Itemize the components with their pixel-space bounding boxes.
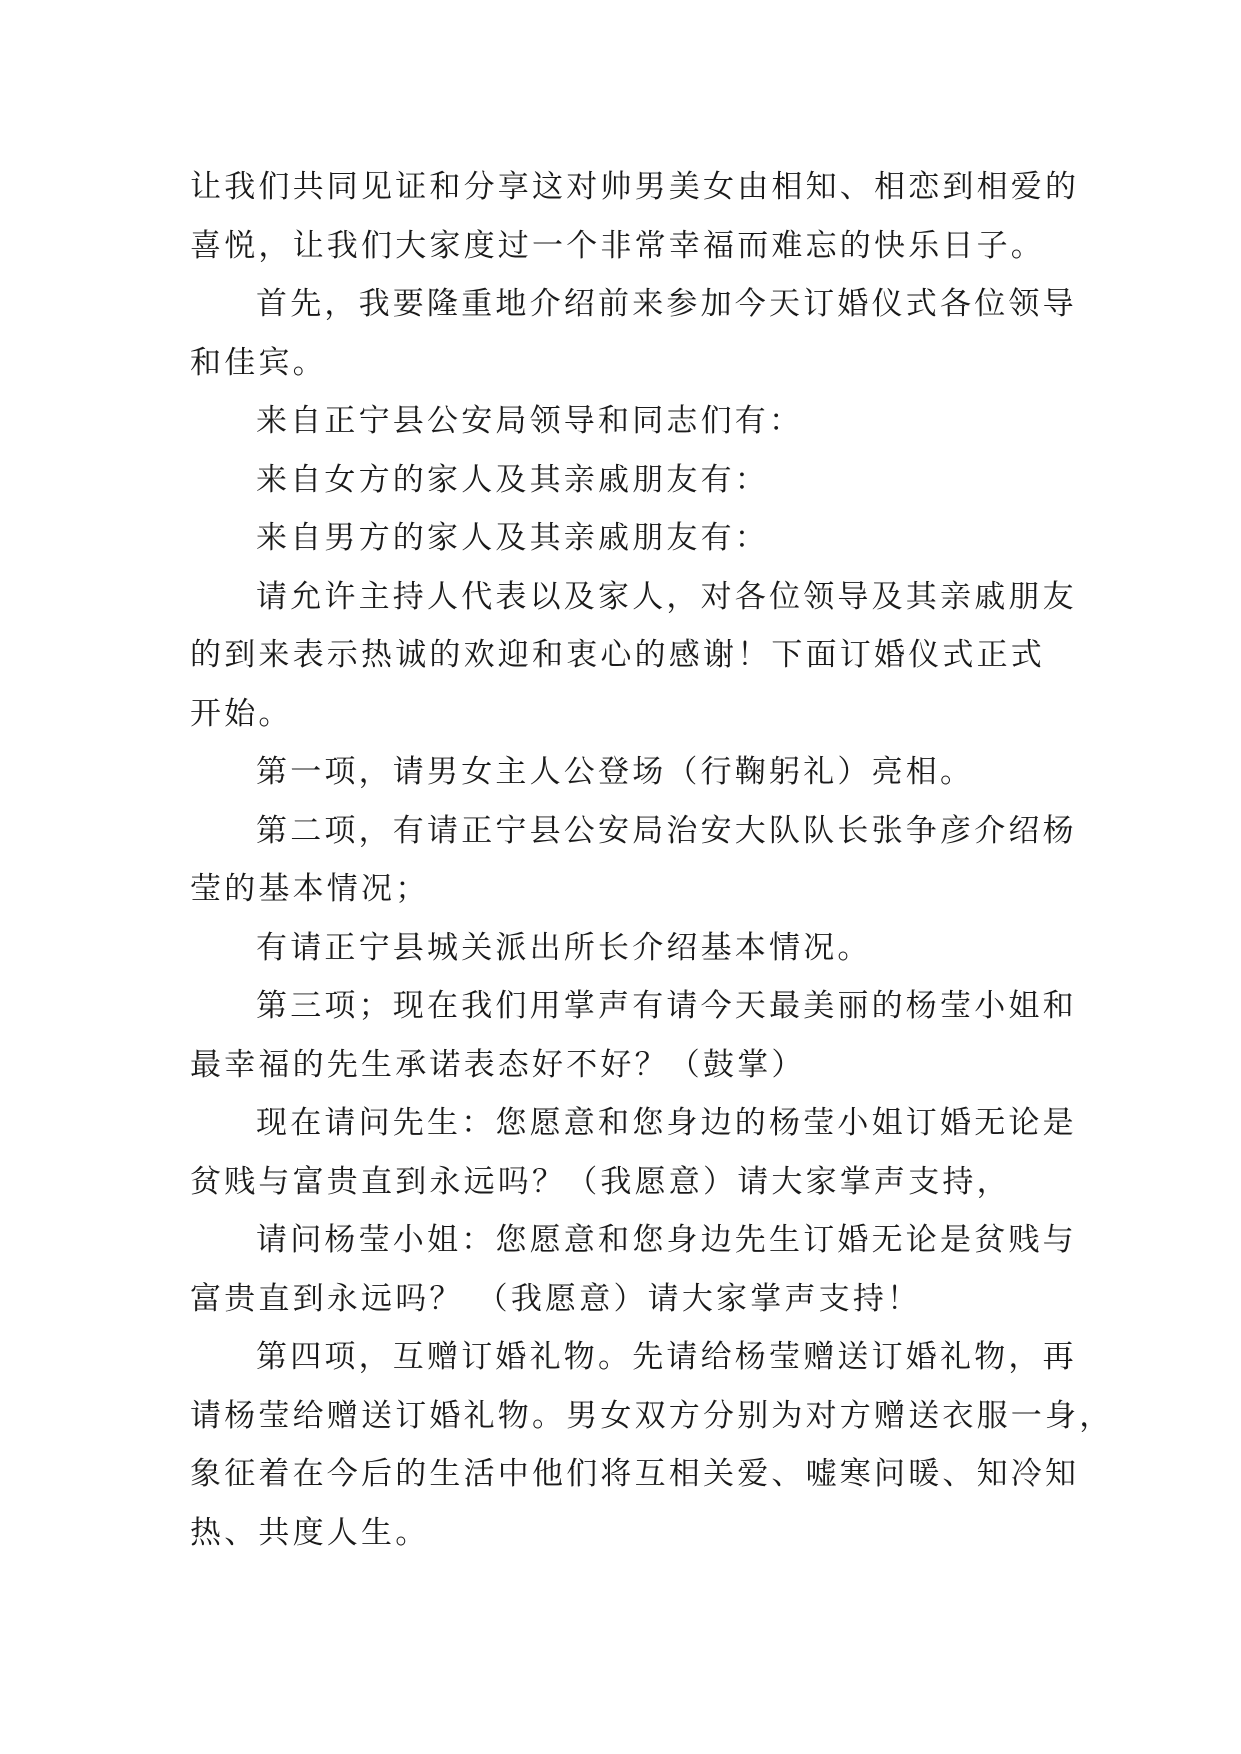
text-line: 让我们共同见证和分享这对帅男美女由相知、相恋到相爱的 [190, 169, 1080, 205]
text-line: 第三项；现在我们用掌声有请今天最美丽的杨莹小姐和 [256, 988, 1077, 1024]
text-line: 莹的基本情况； [190, 871, 430, 907]
text-line: 来自男方的家人及其亲戚朋友有： [256, 520, 769, 556]
document-body [190, 158, 1114, 1562]
text-line: 现在请问先生：您愿意和您身边的杨莹小姐订婚无论是 [256, 1105, 1077, 1141]
text-line: 喜悦，让我们大家度过一个非常幸福而难忘的快乐日子。 [190, 227, 1045, 264]
text-line: 的到来表示热诚的欢迎和衷心的感谢！下面订婚仪式正式 [190, 637, 1045, 673]
text-line: 和佳宾。 [190, 344, 327, 381]
text-line: 富贵直到永远吗？ （我愿意）请大家掌声支持！ [190, 1280, 922, 1317]
text-line: 来自正宁县公安局领导和同志们有： [256, 403, 804, 439]
text-line: 象征着在今后的生活中他们将互相关爱、嘘寒问暖、知冷知 [190, 1456, 1080, 1492]
text-line: 有请正宁县城关派出所长介绍基本情况。 [256, 929, 872, 966]
text-line: 请问杨莹小姐：您愿意和您身边先生订婚无论是贫贱与 [256, 1222, 1077, 1258]
text-line: 开始。 [190, 695, 293, 732]
text-line: 贫贱与富贵直到永远吗？（我愿意）请大家掌声支持， [190, 1163, 1011, 1200]
text-line: 第一项，请男女主人公登场（行鞠躬礼）亮相。 [256, 754, 975, 790]
text-line: 最幸福的先生承诺表态好不好？（鼓掌） [190, 1046, 806, 1083]
text-line: 热、共度人生。 [190, 1514, 430, 1551]
text-line: 第二项，有请正宁县公安局治安大队队长张争彦介绍杨 [256, 812, 1077, 849]
text-line: 请允许主持人代表以及家人，对各位领导及其亲戚朋友 [256, 578, 1077, 615]
text-line: 首先，我要隆重地介绍前来参加今天订婚仪式各位领导 [256, 286, 1077, 322]
text-line: 请杨莹给赠送订婚礼物。男女双方分别为对方赠送衣服一身， [190, 1397, 1114, 1434]
text-line: 第四项，互赠订婚礼物。先请给杨莹赠送订婚礼物，再 [256, 1339, 1077, 1375]
text-line: 来自女方的家人及其亲戚朋友有： [256, 461, 769, 498]
